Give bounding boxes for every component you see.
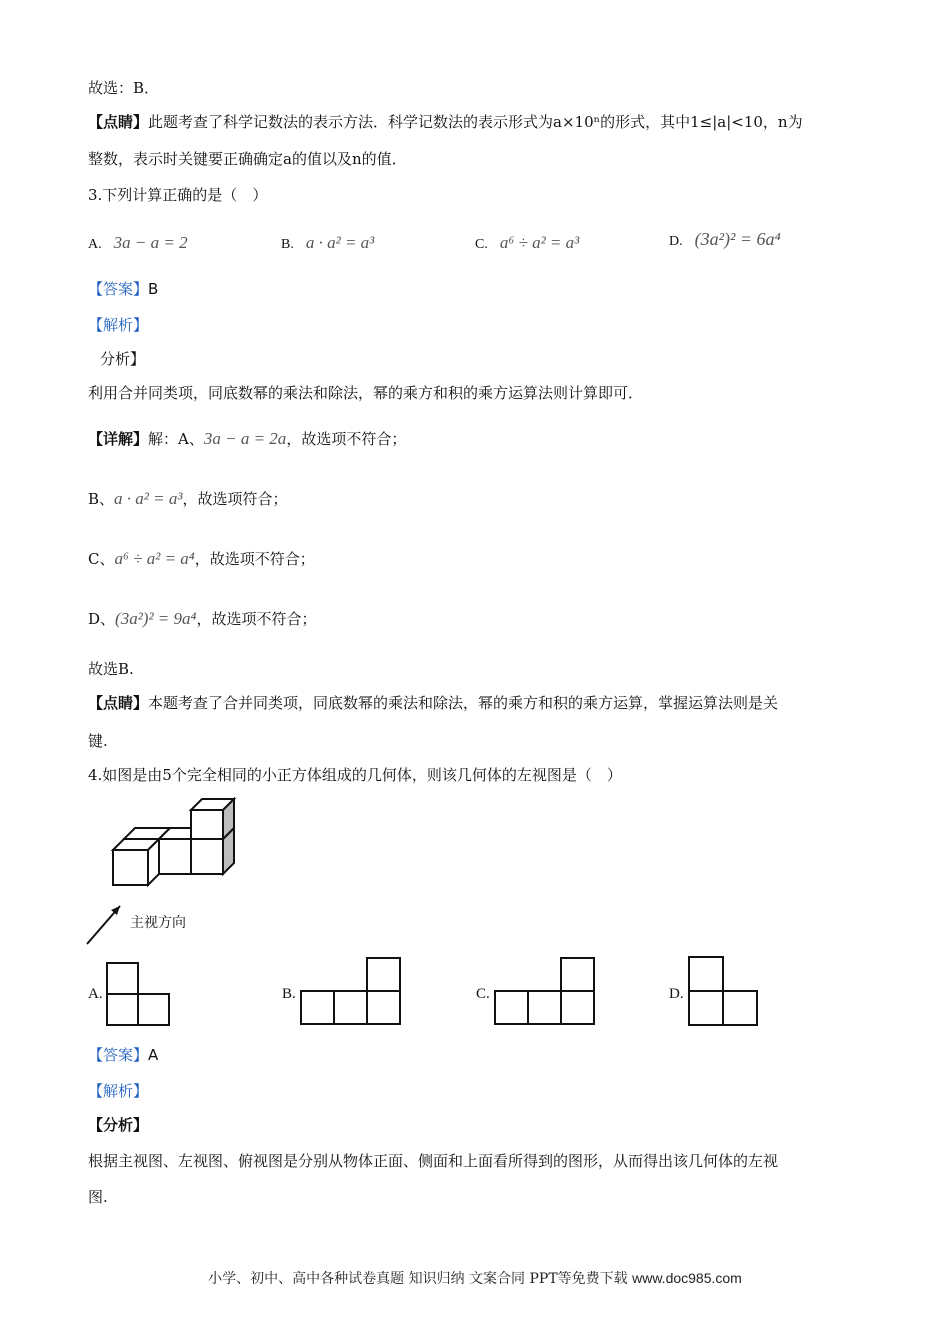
- analysis4-text-line-2: [88, 1186, 108, 1208]
- answer4-line: [88, 1044, 158, 1066]
- analysis4-text: 根据主视图、左视图、俯视图是分别从物体正面、侧面和上面看所得到的图形，从而得出该几何体的左视: [88, 1152, 779, 1170]
- analysis-sub-text: 分析】: [100, 350, 146, 368]
- choose-b-text: 故选B.: [88, 660, 134, 678]
- detail-a-expr: 3a − a = 2a: [203, 429, 287, 448]
- direction-label: 主视方向: [130, 915, 186, 931]
- comment-text: 此题考查了科学记数法的表示方法．科学记数法的表示形式为a×10ⁿ的形式，其中1≤|a|<10，n为: [148, 113, 803, 131]
- q3-option-d-label: D.: [669, 234, 683, 249]
- question-3-text: 3.下列计算正确的是（ ）: [88, 186, 268, 204]
- q4-choice-d-label: D.: [669, 986, 684, 1002]
- question-4-text: 4.如图是由5个完全相同的小正方体组成的几何体，则该几何体的左视图是（ ）: [88, 766, 622, 784]
- q3-option-c-label: C.: [475, 237, 488, 252]
- cube-front-top: [191, 810, 223, 839]
- note-text-2: 键.: [88, 732, 108, 750]
- detail-d: [88, 608, 316, 630]
- comment-tag: 【点睛】: [88, 113, 149, 131]
- detail-d-expr: (3a²)² = 9a⁴: [115, 609, 197, 628]
- q4-choice-a-figure: [106, 962, 170, 1026]
- cube-front-2: [159, 839, 191, 874]
- detail-d-prefix: D、: [88, 610, 116, 628]
- analysis4-text-2: 图.: [88, 1188, 108, 1206]
- q4-choice-c-figure: [494, 957, 596, 1025]
- direction-arrow-icon: [84, 900, 124, 948]
- note-line: [88, 692, 778, 714]
- q3-option-a-label: A.: [88, 237, 102, 252]
- conclusion-text: 故选：B．: [88, 79, 160, 97]
- q3-option-b-expr: a · a² = a³: [305, 233, 375, 252]
- conclusion-line: [88, 77, 159, 99]
- q4-choice-a-label: A.: [88, 986, 103, 1002]
- q3-option-a-expr: 3a − a = 2: [113, 233, 188, 252]
- detail-b-prefix: B、: [88, 490, 115, 508]
- detail-d-suffix: ，故选项不符合；: [196, 610, 317, 628]
- comment-text-2: 整数，表示时关键要正确确定a的值以及n的值．: [88, 150, 407, 168]
- question-4: [88, 764, 622, 786]
- detail-a: [88, 428, 406, 450]
- answer-value: B: [148, 280, 159, 298]
- choose-b-line: [88, 658, 134, 680]
- detail-a-suffix: ，故选项不符合；: [286, 430, 407, 448]
- analysis-text-line: [88, 382, 643, 404]
- answer4-value: A: [148, 1046, 159, 1064]
- detail-c-suffix: ，故选项不符合；: [194, 550, 315, 568]
- comment-line: [88, 111, 803, 133]
- cube-figure: [100, 790, 250, 900]
- detail-b: [88, 488, 287, 510]
- detail-c-prefix: C、: [88, 550, 115, 568]
- analysis-sub: [100, 348, 145, 370]
- analysis4-tag: 【解析】: [88, 1082, 149, 1100]
- note-text: 本题考查了合并同类项，同底数幂的乘法和除法，幂的乘方和积的乘方运算，掌握运算法则是关: [148, 694, 779, 712]
- detail-b-suffix: ，故选项符合；: [182, 490, 288, 508]
- analysis-tag: 【解析】: [88, 316, 149, 334]
- detail-a-prefix: 解：A、: [148, 430, 204, 448]
- analysis4-text-line: [88, 1150, 778, 1172]
- q3-option-b-label: B.: [281, 237, 294, 252]
- note-line-2: [88, 730, 108, 752]
- q4-choice-c-label: C.: [476, 986, 490, 1002]
- cube-front-3: [191, 839, 223, 874]
- q3-option-c-expr: a⁶ ÷ a² = a³: [499, 233, 580, 252]
- footer-site-link[interactable]: www.doc985.com: [632, 1270, 742, 1286]
- q3-option-c: [475, 232, 579, 256]
- q4-choice-b-label: B.: [282, 986, 296, 1002]
- answer4-tag: 【答案】: [88, 1046, 149, 1064]
- analysis-text: 利用合并同类项，同底数幂的乘法和除法，幂的乘方和积的乘方运算法则计算即可．: [88, 384, 644, 402]
- q3-option-b: [281, 232, 374, 256]
- comment-line-2: [88, 148, 407, 170]
- analysis4-line: [88, 1080, 148, 1102]
- q3-option-d-expr: (3a²)² = 6a⁴: [694, 229, 781, 249]
- detail-c-expr: a⁶ ÷ a² = a⁴: [114, 549, 195, 568]
- note-tag: 【点睛】: [88, 694, 149, 712]
- analysis4-sub-text: 【分析】: [88, 1116, 149, 1134]
- detail-c: [88, 548, 315, 570]
- cube-front-1: [113, 850, 148, 885]
- page-footer: [0, 1268, 950, 1288]
- q3-option-d: [669, 228, 781, 253]
- q3-option-a: [88, 232, 188, 256]
- analysis4-sub: [88, 1114, 148, 1136]
- q4-choice-b-figure: [300, 957, 402, 1025]
- detail-tag: 【详解】: [88, 430, 149, 448]
- question-3: [88, 184, 267, 206]
- footer-text: 小学、初中、高中各种试卷真题 知识归纳 文案合同 PPT等免费下载: [208, 1271, 628, 1287]
- analysis-line: [88, 314, 148, 336]
- answer-tag: 【答案】: [88, 280, 149, 298]
- detail-b-expr: a · a² = a³: [114, 489, 183, 508]
- q4-choice-d-figure: [688, 956, 758, 1026]
- answer-line: [88, 278, 158, 300]
